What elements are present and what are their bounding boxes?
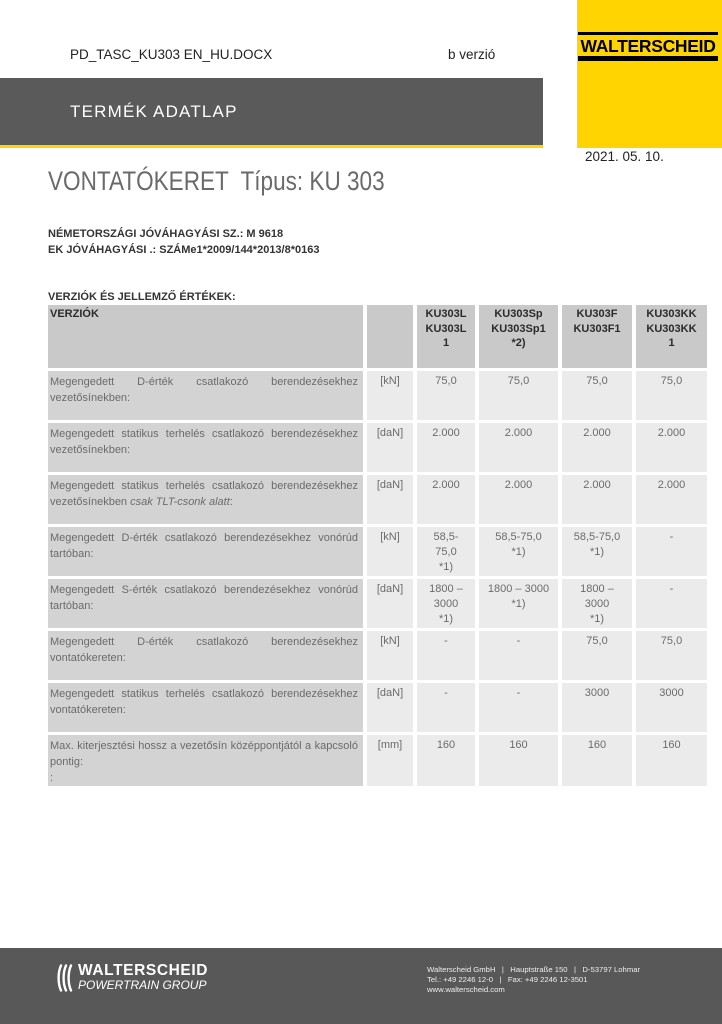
footer-address-line: Walterscheid GmbH | Hauptstraße 150 | D-53797 Lohmar <box>427 965 641 974</box>
value-cell: 160 <box>417 735 475 786</box>
row-unit: [daN] <box>367 579 413 628</box>
value-cell: 75,0 <box>636 371 707 420</box>
footer-website-line: www.walterscheid.com <box>427 985 505 994</box>
row-label: Megengedett statikus terhelés csatlakozó berendezésekhez vontatókereten: <box>48 683 363 732</box>
row-label <box>48 735 363 786</box>
value-cell: 2.000 <box>479 423 558 472</box>
value-cell: 160 <box>636 735 707 786</box>
walterscheid-logo: WALTERSCHEID <box>578 32 718 61</box>
value-cell: 1800 – 3000 *1) <box>479 579 558 628</box>
value-cell: 2.000 <box>417 475 475 524</box>
value-cell: - <box>417 631 475 680</box>
specification-table <box>44 302 711 789</box>
approval-line-ek: EK JÓVÁHAGYÁSI .: SZÁMe1*2009/144*2013/8*0163 <box>48 244 320 256</box>
row-unit: [kN] <box>367 371 413 420</box>
document-file-name: PD_TASC_KU303 EN_HU.DOCX <box>70 47 273 62</box>
title-banner <box>0 78 543 148</box>
table-row <box>48 735 707 786</box>
row-unit: [kN] <box>367 631 413 680</box>
table-row <box>48 527 707 576</box>
page-footer <box>0 948 722 1024</box>
value-cell: 2.000 <box>636 423 707 472</box>
footer-logo-text: WALTERSCHEID <box>78 962 209 979</box>
row-label: Megengedett S-érték csatlakozó berendezésekhez vonórúd tartóban: <box>48 579 363 628</box>
value-cell: - <box>479 631 558 680</box>
brand-box <box>577 0 722 148</box>
value-cell: 2.000 <box>479 475 558 524</box>
header-variant-ku303f: KU303F KU303F1 <box>562 305 632 368</box>
value-cell: 75,0 <box>636 631 707 680</box>
table-row <box>48 423 707 472</box>
header-variant-ku303sp: KU303Sp KU303Sp1 *2) <box>479 305 558 368</box>
row-label-end: : <box>229 496 233 508</box>
table-row <box>48 475 707 524</box>
value-cell: 75,0 <box>479 371 558 420</box>
value-cell: 3000 <box>562 683 632 732</box>
value-cell: - <box>636 527 707 576</box>
row-unit: [daN] <box>367 475 413 524</box>
header-versions-label: VERZIÓK <box>48 305 363 368</box>
banner-title: TERMÉK ADATLAP <box>70 102 238 121</box>
row-label-text: Max. kiterjesztési hossz a vezetősín középpontjától a kapcsoló pontig: <box>50 740 358 768</box>
row-label: Megengedett D-érték csatlakozó berendezésekhez vezetősínekben: <box>48 371 363 420</box>
value-cell: 1800 – 3000 *1) <box>562 579 632 628</box>
footer-contact <box>427 965 640 995</box>
value-cell: 3000 <box>636 683 707 732</box>
table-row <box>48 683 707 732</box>
value-cell: 2.000 <box>562 423 632 472</box>
value-cell: 58,5-75,0 *1) <box>562 527 632 576</box>
document-date: 2021. 05. 10. <box>585 149 664 164</box>
row-unit: [mm] <box>367 735 413 786</box>
table-header-row <box>48 305 707 368</box>
table-row <box>48 371 707 420</box>
row-label-italic: csak TLT-csonk alatt <box>130 496 230 508</box>
row-label: Megengedett statikus terhelés csatlakozó berendezésekhez vezetősínekben: <box>48 423 363 472</box>
row-label: Megengedett D-érték csatlakozó berendezésekhez vonórúd tartóban: <box>48 527 363 576</box>
row-unit: [daN] <box>367 423 413 472</box>
value-cell: - <box>636 579 707 628</box>
header-unit-cell <box>367 305 413 368</box>
footer-phone-line: Tel.: +49 2246 12-0 | Fax: +49 2246 12-3501 <box>427 975 588 984</box>
value-cell: 160 <box>562 735 632 786</box>
row-unit: [daN] <box>367 683 413 732</box>
value-cell: 58,5-75,0 *1) <box>479 527 558 576</box>
row-unit: [kN] <box>367 527 413 576</box>
value-cell: 1800 – 3000 *1) <box>417 579 475 628</box>
approval-numbers <box>48 226 319 258</box>
value-cell: - <box>417 683 475 732</box>
footer-logo-subtext: POWERTRAIN GROUP <box>78 978 207 992</box>
row-label <box>48 475 363 524</box>
header-variant-ku303kk: KU303KK KU303KK 1 <box>636 305 707 368</box>
document-version: b verzió <box>448 47 496 62</box>
value-cell: 75,0 <box>562 631 632 680</box>
row-label: Megengedett D-érték csatlakozó berendezésekhez vontatókereten: <box>48 631 363 680</box>
value-cell: 2.000 <box>417 423 475 472</box>
value-cell: 160 <box>479 735 558 786</box>
header-variant-ku303l: KU303L KU303L 1 <box>417 305 475 368</box>
value-cell: 75,0 <box>417 371 475 420</box>
value-cell: - <box>479 683 558 732</box>
value-cell: 58,5- 75,0 *1) <box>417 527 475 576</box>
row-label-extra: : <box>50 772 54 784</box>
value-cell: 2.000 <box>562 475 632 524</box>
table-row <box>48 579 707 628</box>
walterscheid-mark-icon <box>57 964 74 992</box>
page-title: VONTATÓKERET Típus: KU 303 <box>48 166 385 196</box>
value-cell: 75,0 <box>562 371 632 420</box>
table-row <box>48 631 707 680</box>
value-cell: 2.000 <box>636 475 707 524</box>
section-heading: VERZIÓK ÉS JELLEMZŐ ÉRTÉKEK: <box>48 291 236 303</box>
approval-line-de: NÉMETORSZÁGI JÓVÁHAGYÁSI SZ.: M 9618 <box>48 228 284 240</box>
row-label-text: Megengedett statikus terhelés csatlakozó berendezésekhez vezetősínekben <box>50 480 358 508</box>
